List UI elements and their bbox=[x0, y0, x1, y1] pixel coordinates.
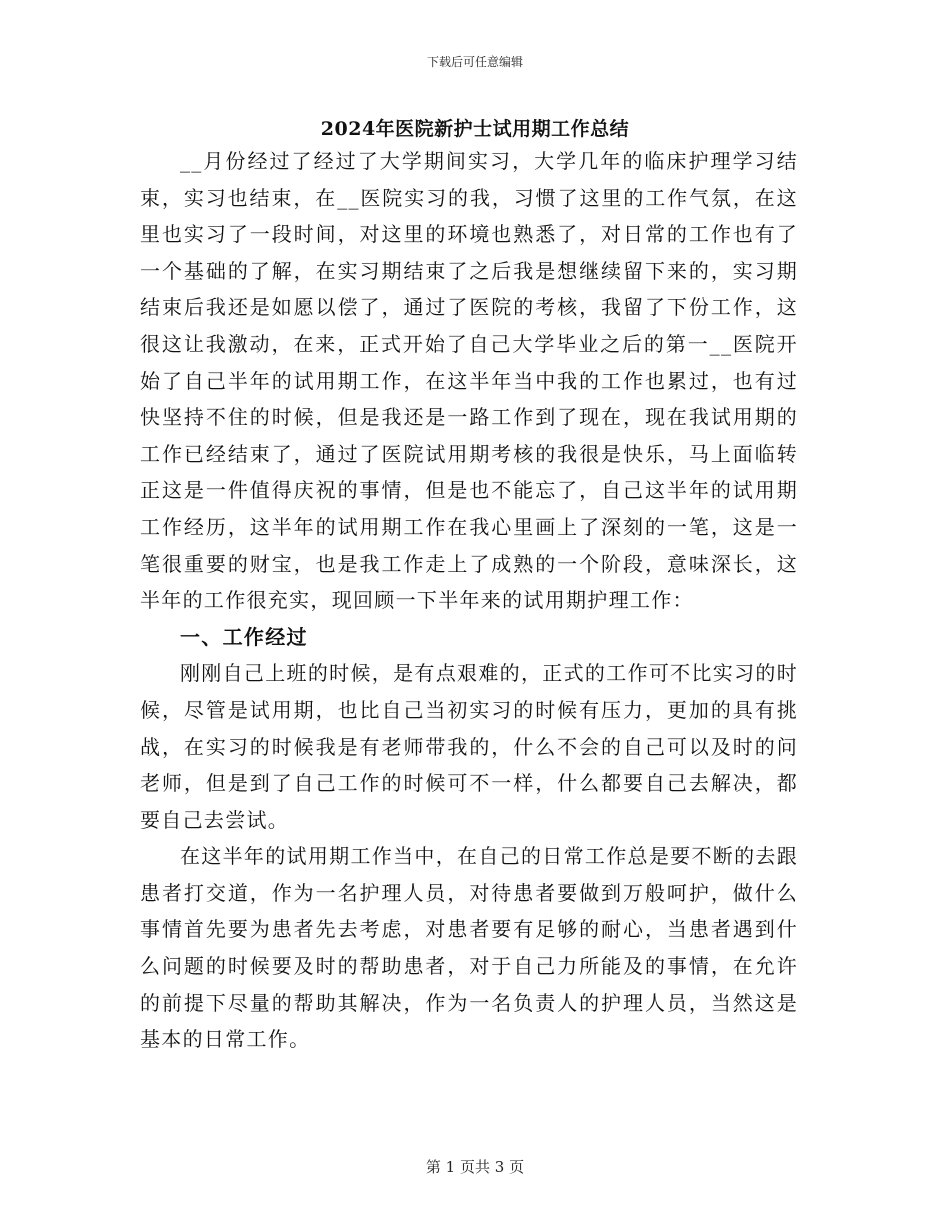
section-heading: 一、工作经过 bbox=[180, 624, 308, 649]
page-footer: 第 1 页共 3 页 bbox=[425, 1158, 525, 1176]
page-header: 下载后可任意编辑 bbox=[426, 55, 523, 69]
document-title: 2024年医院新护士试用期工作总结 bbox=[320, 118, 630, 140]
document-body bbox=[140, 143, 798, 1058]
section-paragraph: 刚刚自己上班的时候，是有点艰难的，正式的工作可不比实习的时候，尽管是试用期，也比自己当初实习的时候有压力，更加的具有挑战，在实习的时候我是有老师带我的，什么不会的自己可以及时的问老师，但是到了自己工作的时候可不一样，什么都要自己去解决，都要自己去尝试。 bbox=[140, 661, 798, 832]
section-paragraph: 在这半年的试用期工作当中，在自己的日常工作总是要不断的去跟患者打交道，作为一名护理人员，对待患者要做到万般呵护，做什么事情首先要为患者先去考虑，对患者要有足够的耐心，当患者遇到什么问题的时候要及时的帮助患者，对于自己力所能及的事情，在允许的前提下尽量的帮助其解决，作为一名负责人的护理人员，当然这是基本的日常工作。 bbox=[140, 844, 798, 1052]
intro-paragraph: __月份经过了经过了大学期间实习，大学几年的临床护理学习结束，实习也结束，在__医院实习的我，习惯了这里的工作气氛，在这里也实习了一段时间，对这里的环境也熟悉了，对日常的工作也有了一个基础的了解，在实习期结束了之后我是想继续留下来的，实习期结束后我还是如愿以偿了，通过了医院的考核，我留了下份工作，这很这让我激动，在来，正式开始了自己大学毕业之后的第一__医院开始了自己半年的试用期工作，在这半年当中我的工作也累过，也有过快坚持不住的时候，但是我还是一路工作到了现在，现在我试用期的工作已经结束了，通过了医院试用期考核的我很是快乐，马上面临转正这是一件值得庆祝的事情，但是也不能忘了，自己这半年的试用期工作经历，这半年的试用期工作在我心里画上了深刻的一笔，这是一笔很重要的财宝，也是我工作走上了成熟的一个阶段，意味深长，这半年的工作很充实，现回顾一下半年来的试用期护理工作： bbox=[140, 149, 798, 613]
